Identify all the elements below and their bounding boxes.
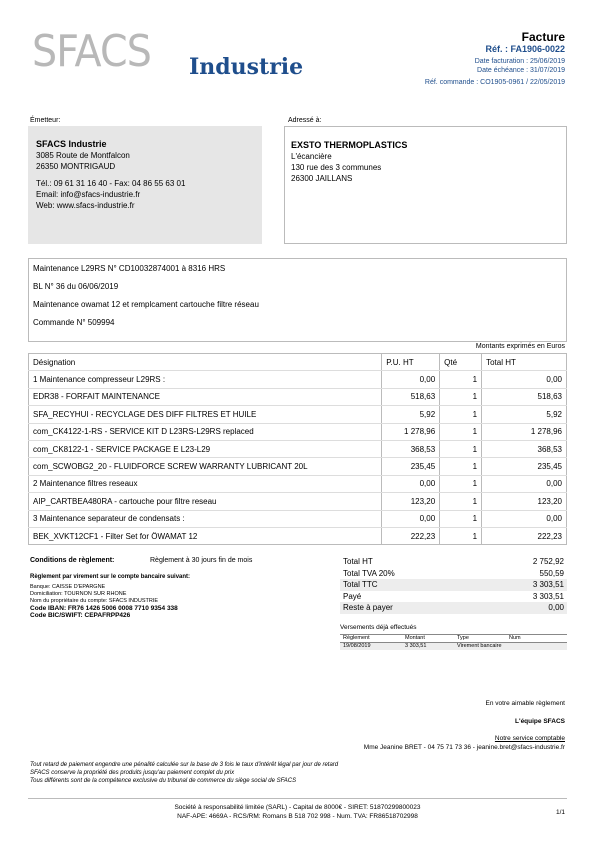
closing-greeting: En votre aimable règlement xyxy=(485,700,565,707)
item-quantity: 1 xyxy=(440,406,482,423)
issuer-address-2: 26350 MONTRIGAUD xyxy=(36,162,116,171)
iban: Code IBAN: FR76 1426 5006 0008 7710 9354 338 xyxy=(30,605,178,612)
total-tva-row xyxy=(340,568,567,580)
totals-block xyxy=(340,556,567,614)
item-unit-price: 0,00 xyxy=(382,475,440,492)
item-designation: com_CK8122-1 - SERVICE PACKAGE E L23-L29 xyxy=(29,440,382,457)
footer-line-2: NAF-APE: 4669A - RCS/RM: Romans B 518 702 998 - Num. TVA: FR86518702998 xyxy=(177,813,418,820)
item-unit-price: 0,00 xyxy=(382,510,440,527)
payments-title: Versements déjà effectués xyxy=(340,624,417,631)
total-value: 0,00 xyxy=(548,603,564,612)
table-row xyxy=(29,388,567,405)
item-designation: AIP_CARTBEA480RA - cartouche pour filtre reseau xyxy=(29,493,382,510)
team-signature: L'équipe SFACS xyxy=(515,718,565,725)
item-unit-price: 235,45 xyxy=(382,458,440,475)
item-total: 1 278,96 xyxy=(482,423,567,440)
payments-col-date: Règlement xyxy=(343,635,370,641)
item-unit-price: 518,63 xyxy=(382,388,440,405)
table-row xyxy=(29,371,567,388)
conditions-value: Règlement à 30 jours fin de mois xyxy=(150,557,253,564)
total-label: Reste à payer xyxy=(343,603,393,612)
table-row xyxy=(29,475,567,492)
table-row xyxy=(29,527,567,544)
invoice-ref: Réf. : FA1906-0022 xyxy=(485,44,565,54)
item-total: 235,45 xyxy=(482,458,567,475)
company-logo-sfacs: SFACS xyxy=(32,26,151,77)
item-total: 0,00 xyxy=(482,475,567,492)
table-row xyxy=(29,423,567,440)
table-row xyxy=(29,440,567,457)
bank-name: Banque: CAISSE D'EPARGNE xyxy=(30,584,106,590)
company-footer xyxy=(28,798,567,821)
payment-num xyxy=(509,643,549,650)
payments-col-amount: Montant xyxy=(405,635,425,641)
total-value: 2 752,92 xyxy=(532,557,564,566)
legal-notes xyxy=(30,761,338,785)
item-designation: 1 Maintenance compresseur L29RS : xyxy=(29,371,382,388)
item-quantity: 1 xyxy=(440,371,482,388)
item-quantity: 1 xyxy=(440,527,482,544)
total-value: 3 303,51 xyxy=(532,580,564,589)
payment-date: 19/08/2019 xyxy=(343,643,371,649)
total-label: Payé xyxy=(343,591,362,601)
issuer-website: Web: www.sfacs-industrie.fr xyxy=(36,201,135,210)
item-unit-price: 123,20 xyxy=(382,493,440,510)
item-unit-price: 5,92 xyxy=(382,406,440,423)
item-designation: com_SCWOBG2_20 - FLUIDFORCE SCREW WARRANTY LUBRICANT 20L xyxy=(29,458,382,475)
item-quantity: 1 xyxy=(440,458,482,475)
recipient-address-1: L'écancière xyxy=(291,152,332,161)
item-total: 222,23 xyxy=(482,527,567,544)
item-quantity: 1 xyxy=(440,423,482,440)
account-owner: Nom du propriétaire du compte: SFACS INDUSTRIE xyxy=(30,598,159,604)
note-order: Commande N° 509994 xyxy=(33,318,115,327)
recipient-label: Adressé à: xyxy=(288,117,322,124)
legal-note-penalty: Tout retard de paiement engendre une pénalité calculée sur la base de 3 fois le taux d'intérêt légal par jour de retard xyxy=(30,762,339,768)
currency-note: Montants exprimés en Euros xyxy=(475,343,565,350)
item-designation: BEK_XVKT12CF1 - Filter Set for ÖWAMAT 12 xyxy=(29,527,382,544)
total-label: Total TVA 20% xyxy=(343,568,395,578)
item-total: 0,00 xyxy=(482,510,567,527)
item-total: 5,92 xyxy=(482,406,567,423)
note-delivery: BL N° 36 du 06/06/2019 xyxy=(33,282,119,291)
legal-note-jurisdiction: Tous différents sont de la compétence exclusive du tribunal de commerce du siège social de SFACS xyxy=(30,778,297,784)
item-unit-price: 1 278,96 xyxy=(382,423,440,440)
item-unit-price: 222,23 xyxy=(382,527,440,544)
note-maintenance: Maintenance L29RS N° CD10032874001 à 8316 HRS xyxy=(33,264,226,273)
item-total: 123,20 xyxy=(482,493,567,510)
payments-made xyxy=(340,624,567,650)
item-designation: EDR38 - FORFAIT MAINTENANCE xyxy=(29,388,382,405)
table-row xyxy=(29,458,567,475)
accounting-service: Notre service comptable xyxy=(494,735,565,742)
accounting-contact: Mme Jeanine BRET - 04 75 71 73 36 - jeanine.bret@sfacs-industrie.fr xyxy=(363,744,565,751)
recipient-address-2: 130 rue des 3 communes xyxy=(291,163,382,172)
recipient-box xyxy=(284,126,567,244)
document-title: Facture xyxy=(521,30,565,44)
total-value: 3 303,51 xyxy=(532,591,564,601)
payment-conditions xyxy=(30,557,330,619)
payments-header xyxy=(340,634,567,643)
table-header-row xyxy=(29,354,567,371)
table-row xyxy=(29,493,567,510)
issuer-email: Email: info@sfacs-industrie.fr xyxy=(36,190,141,199)
table-row xyxy=(29,406,567,423)
issuer-label: Émetteur: xyxy=(30,117,61,124)
page-number: 1/1 xyxy=(555,809,565,816)
total-ttc-row xyxy=(340,579,567,591)
item-total: 368,53 xyxy=(482,440,567,457)
table-row xyxy=(29,510,567,527)
issuer-address-1: 3085 Route de Montfalcon xyxy=(36,151,130,160)
order-ref: Réf. commande : CO1905-0961 / 22/05/2019 xyxy=(424,79,565,86)
payment-type: Virement bancaire xyxy=(457,643,502,649)
item-total: 518,63 xyxy=(482,388,567,405)
note-description: Maintenance owamat 12 et remplcament cartouche filtre réseau xyxy=(33,300,259,309)
footer-line-1: Société à responsabilité limitée (SARL) - Capital de 8000€ - SIRET: 51870299800023 xyxy=(174,804,421,811)
due-date: Date échéance : 31/07/2019 xyxy=(477,67,565,74)
col-designation: Désignation xyxy=(29,354,382,371)
issuer-box xyxy=(28,126,262,244)
item-designation: 2 Maintenance filtres reseaux xyxy=(29,475,382,492)
bic: Code BIC/SWIFT: CEPAFRPP426 xyxy=(30,612,131,619)
item-quantity: 1 xyxy=(440,440,482,457)
item-total: 0,00 xyxy=(482,371,567,388)
recipient-name: EXSTO THERMOPLASTICS xyxy=(291,140,408,150)
payments-col-type: Type xyxy=(457,635,469,641)
payments-col-num: Num xyxy=(509,635,521,641)
invoice-date: Date facturation : 25/06/2019 xyxy=(474,58,565,65)
item-quantity: 1 xyxy=(440,493,482,510)
item-designation: com_CK4122-1-RS - SERVICE KIT D L23RS-L29RS replaced xyxy=(29,423,382,440)
payment-row xyxy=(340,643,567,650)
bank-domiciliation: Domiciliation: TOURNON SUR RHONE xyxy=(30,591,127,597)
col-unit-price: P.U. HT xyxy=(382,354,440,371)
remaining-row xyxy=(340,602,567,614)
item-quantity: 1 xyxy=(440,388,482,405)
company-logo-industrie: Industrie xyxy=(189,54,304,80)
item-unit-price: 368,53 xyxy=(382,440,440,457)
total-label: Total HT xyxy=(343,557,373,566)
paid-row xyxy=(340,591,567,603)
item-designation: SFA_RECYHUI - RECYCLAGE DES DIFF FILTRES ET HUILE xyxy=(29,406,382,423)
conditions-label: Conditions de règlement: xyxy=(30,557,115,564)
total-value: 550,59 xyxy=(539,568,564,578)
col-total: Total HT xyxy=(482,354,567,371)
item-quantity: 1 xyxy=(440,510,482,527)
item-unit-price: 0,00 xyxy=(382,371,440,388)
issuer-phone: Tél.: 09 61 31 16 40 - Fax: 04 86 55 63 01 xyxy=(36,179,186,188)
total-label: Total TTC xyxy=(343,580,378,589)
transfer-title: Règlement par virement sur le compte bancaire suivant: xyxy=(30,574,191,580)
total-ht-row xyxy=(340,556,567,568)
payment-amount: 3 303,51 xyxy=(405,643,427,649)
item-quantity: 1 xyxy=(440,475,482,492)
col-quantity: Qté xyxy=(440,354,482,371)
recipient-address-3: 26300 JAILLANS xyxy=(291,174,353,183)
issuer-name: SFACS Industrie xyxy=(36,139,107,149)
item-designation: 3 Maintenance separateur de condensats : xyxy=(29,510,382,527)
items-table xyxy=(28,353,567,545)
invoice-notes-box xyxy=(28,258,567,342)
legal-note-ownership: SFACS conserve la propriété des produits jusqu'au paiement complet du prix xyxy=(30,770,235,776)
